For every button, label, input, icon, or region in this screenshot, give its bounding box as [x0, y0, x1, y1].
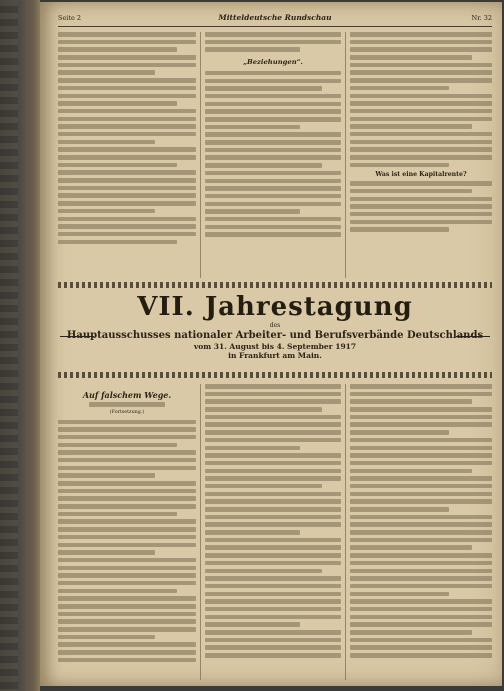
column-rule — [200, 384, 201, 680]
column-rule — [345, 32, 346, 278]
text-column-middle-top — [205, 32, 341, 272]
section-heading: „Beziehungen“. — [243, 57, 303, 66]
text-column-left-top — [58, 32, 196, 272]
banner-date: vom 31. August bis 4. September 1917 — [193, 342, 357, 351]
notice-heading: Was ist eine Kapitalrente? — [375, 171, 467, 179]
column-rule — [200, 32, 201, 278]
page-stubs — [0, 0, 18, 691]
column-rule — [345, 384, 346, 680]
text-column-right-bottom — [350, 384, 492, 680]
story-title: Auf falschem Wege. — [82, 390, 172, 400]
story-continuation: (Fortsetzung.) — [109, 409, 145, 415]
banner-article: des — [269, 322, 281, 329]
text-column-middle-bottom — [205, 384, 341, 680]
decorative-border-bottom — [58, 372, 492, 378]
page-number: Seite 2 — [58, 14, 82, 22]
text-column-right-top — [350, 32, 492, 272]
newspaper-page — [40, 2, 502, 686]
announcement-banner — [58, 292, 492, 370]
issue-number: Nr. 32 — [471, 14, 492, 22]
page-header — [58, 12, 492, 27]
decorative-border-top — [58, 282, 492, 288]
text-column-left-bottom — [58, 384, 196, 680]
banner-organization: Hauptausschusses nationaler Arbeiter- und Berufsverbände Deutschlands — [66, 330, 484, 341]
newspaper-masthead: Mitteldeutsche Rundschau — [218, 13, 332, 22]
banner-title: VII. Jahrestagung — [137, 292, 413, 322]
banner-place: in Frankfurt am Main. — [228, 351, 322, 360]
book-binding — [0, 0, 40, 691]
